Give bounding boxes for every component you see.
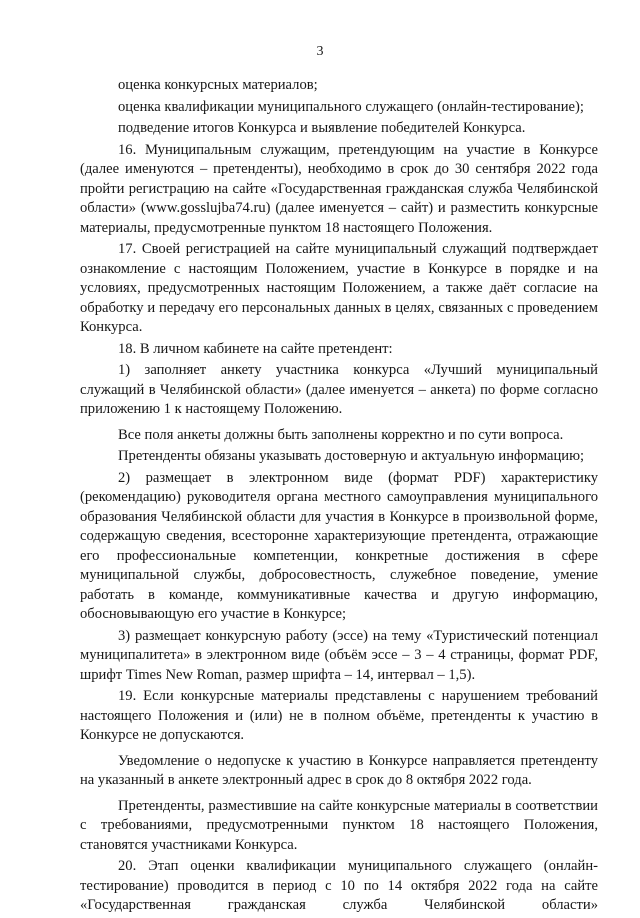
paragraph-summary: подведение итогов Конкурса и выявление победителей Конкурса. <box>118 120 526 136</box>
paragraph-20: 20. Этап оценки квалификации муниципального служащего (онлайн-тестирование) проводится в период с 10 по 14 октября 2022 года на сайте «Государственная гражданская служба Челябинской области» <box>80 858 598 913</box>
paragraph-evaluation-materials: оценка конкурсных материалов; <box>118 77 318 93</box>
paragraph-16: 16. Муниципальным служащим, претендующим на участие в Конкурсе (далее именуются – претенденты), необходимо в срок до 30 сентября 2022 года пройти регистрацию на сайте «Государственная гражданская служба Челябинской области» (www.gosslujba74.ru) (далее именуется – сайт) и разместить конкурсные материалы, предусмотренные пунктом 18 настоящего Положения. <box>80 141 598 236</box>
page-number: 3 <box>316 44 324 59</box>
paragraph-fields-note: Все поля анкеты должны быть заполнены корректно и по сути вопроса. <box>118 426 564 443</box>
paragraph-participants: Претенденты, разместившие на сайте конкурсные материалы в соответствии с требованиями, предусмотренными пунктом 18 настоящего Положения, становятся участниками Конкурса. <box>80 797 598 853</box>
paragraph-18-item-1: 1) заполняет анкету участника конкурса «Лучший муниципальный служащий в Челябинской области» (далее именуется – анкета) по форме согласно приложению 1 к настоящему Положению. <box>80 362 598 417</box>
paragraph-18-item-2: 2) размещает в электронном виде (формат PDF) характеристику (рекомендацию) руководителя органа местного самоуправления муниципального образования Челябинской области для участия в Конкурсе в произвольной форме, содержащую сведения, всесторонне характеризующие претендента, отражающие его профессиональные компетенции, конкретные достижения в сфере муниципальной службы, добросовестность, служебное поведение, умение работать в команде, коммуникативные качества и другую информацию, обосновывающую его участие в Конкурсе; <box>80 469 598 622</box>
paragraph-evaluation-qualification: оценка квалификации муниципального служащего (онлайн-тестирование); <box>118 98 584 115</box>
paragraph-17: 17. Своей регистрацией на сайте муниципальный служащий подтверждает ознакомление с настоящим Положением, участие в Конкурсе в порядке и на условиях, предусмотренных настоящим Положением, а также даёт согласие на обработку и передачу его персональных данных в целях, связанных с проведением Конкурса. <box>80 241 598 335</box>
paragraph-19: 19. Если конкурсные материалы представлены с нарушением требований настоящего Положения и (или) не в полном объёме, претенденты к участию в Конкурсе не допускаются. <box>80 688 598 743</box>
paragraph-18-item-3: 3) размещает конкурсную работу (эссе) на тему «Туристический потенциал муниципалитета» в электронном виде (объём эссе – 3 – 4 страницы, формат PDF, шрифт Times New Roman, размер шрифта – 14, интервал – 1,5). <box>80 627 598 683</box>
document-body <box>80 76 598 918</box>
paragraph-accuracy-note: Претенденты обязаны указывать достоверную и актуальную информацию; <box>118 448 585 464</box>
paragraph-18: 18. В личном кабинете на сайте претендент: <box>118 340 393 357</box>
paragraph-notification: Уведомление о недопуске к участию в Конкурсе направляется претенденту на указанный в анкете электронный адрес в срок до 8 октября 2022 года. <box>80 752 598 788</box>
